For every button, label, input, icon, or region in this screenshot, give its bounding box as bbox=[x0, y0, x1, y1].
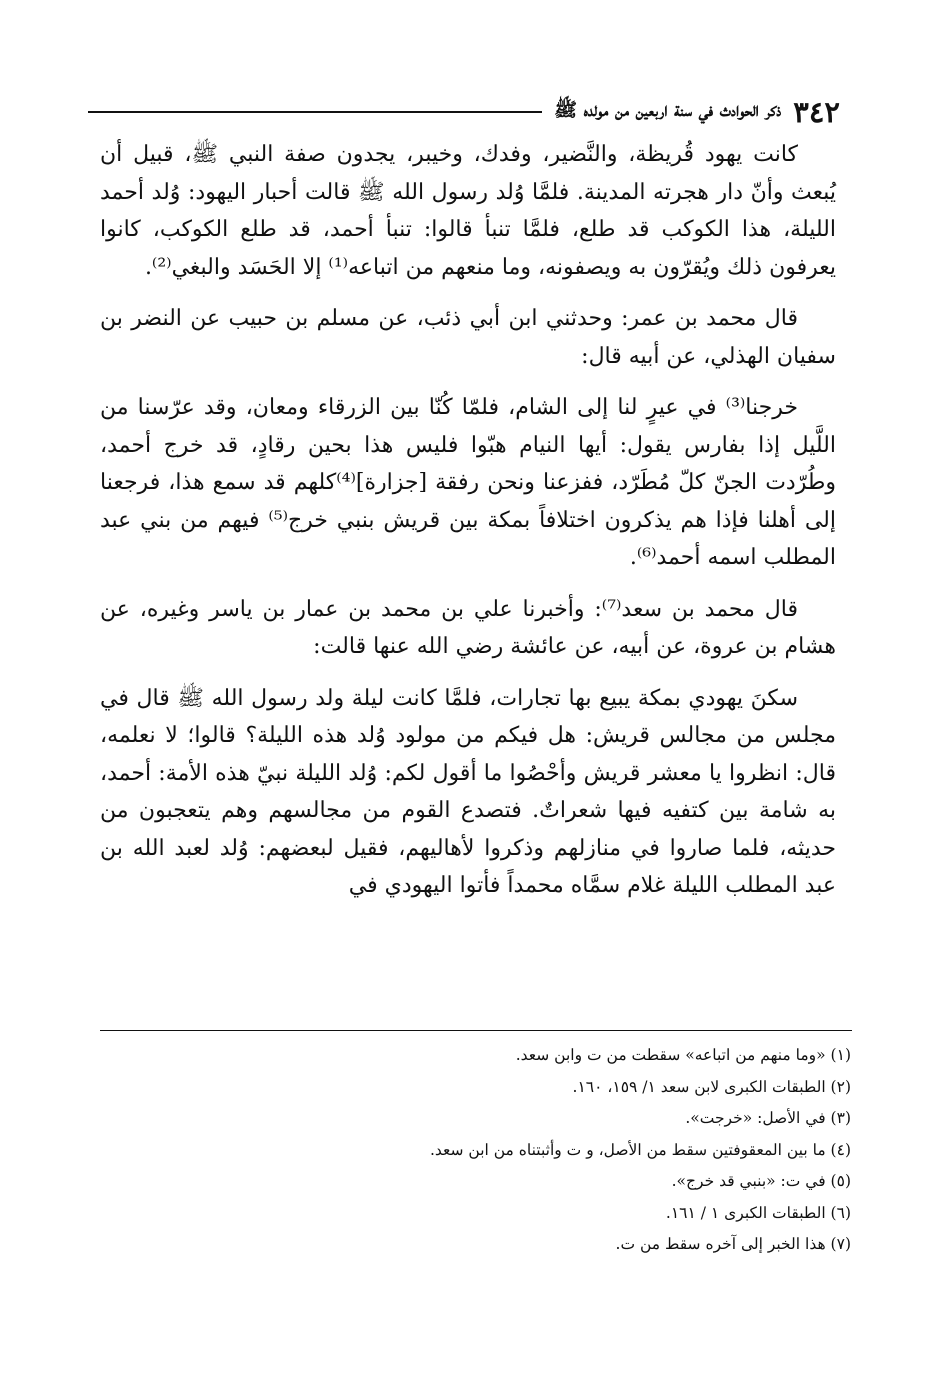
page-header bbox=[88, 92, 840, 132]
paragraph-yahud: كانت يهود قُريظة، والنَّضير، وفدك، وخيبر، يجدون صفة النبي ﷺ، قبيل أن يُبعث وأنّ دار هجرته المدينة. فلمَّا وُلد رسول الله ﷺ قالت أحبار اليهود: وُلد أحمد الليلة، هذا الكوكب قد طلع، فلمَّا تنبأ قالوا: تنبأ أحمد، قد طلع الكوكب، كانوا يعرفون ذلك ويُقرّون به ويصفونه، وما منعهم من اتباعه⁽¹⁾ إلا الحَسَد والبغي⁽²⁾. bbox=[100, 142, 836, 280]
main-text bbox=[100, 136, 836, 905]
footnote-7: (٧) هذا الخبر إلى آخره سقط من ت. bbox=[615, 1235, 851, 1253]
footnote-5: (٥) في ت: «بنبي قد خرج». bbox=[671, 1172, 851, 1190]
footnote-6: (٦) الطبقات الكبرى ١ / ١٦١. bbox=[665, 1203, 851, 1222]
footnote-3: (٣) في الأصل: «خرجت». bbox=[685, 1109, 851, 1127]
paragraph-yahudi-makka: سكنَ يهودي بمكة يبيع بها تجارات، فلمَّا كانت ليلة ولد رسول الله ﷺ قال في مجلس من مجالس قريش: هل فيكم من مولود وُلد هذه الليلة؟ قالوا؛ لا نعلمه، قال: انظروا يا معشر قريش وأحْصُوا ما أقول لكم: وُلد الليلة نبيّ هذه الأمة: أحمد، به شامة بين كتفيه فيها شعراتٌ. فتصدع القوم من مجالسهم وهم يتعجبون من حديثه، فلما صاروا في منازلهم وذكروا لأهاليهم، فقيل لبعضهم: وُلد لعبد الله بن عبد المطلب الليلة غلام سمَّاه محمداً فأتوا اليهودي في bbox=[100, 685, 836, 898]
paragraph-isnad-ibn-umar: قال محمد بن عمر: وحدثني ابن أبي ذئب، عن مسلم بن حبيب عن النضر بن سفيان الهذلي، عن أبيه قال: bbox=[100, 306, 836, 369]
paragraph-isnad-ibn-saad: قال محمد بن سعد⁽⁷⁾: وأخبرنا علي بن محمد بن عمار بن ياسر وغيره، عن هشام بن عروة، عن أبيه، عن عائشة رضي الله عنها قالت: bbox=[100, 596, 836, 659]
footnotes bbox=[91, 1040, 851, 1261]
page-number: ٣٤٢ bbox=[793, 95, 840, 129]
footnote-2: (٢) الطبقات الكبرى لابن سعد ١/ ١٥٩، ١٦٠. bbox=[572, 1077, 851, 1096]
header-rule bbox=[88, 111, 542, 113]
paragraph-kharajna: خرجنا⁽³⁾ في عيرٍ لنا إلى الشام، فلمّا كُنّا بين الزرقاء ومعان، وقد عرّسنا من اللَّيل إذا بفارس يقول: أيها النيام هبّوا فليس هذا بحين رقادٍ، قد خرج أحمد، وطُرّدت الجنّ كلّ مُطَرّد، ففزعنا ونحن رفقة [جزارة]⁽⁴⁾كلهم قد سمع هذا، فرجعنا إلى أهلنا فإذا هم يذكرون اختلافاً بمكة بين قريش بنبي خرج⁽⁵⁾ فيهم من بني عبد المطلب اسمه أحمد⁽⁶⁾. bbox=[100, 395, 836, 570]
running-title: ذكر الحوادث في سنة اربعين من مولده ﷺ bbox=[554, 99, 782, 121]
footnote-4: (٤) ما بين المعقوفتين سقط من الأصل، و ت وأثبتناه من ابن سعد. bbox=[429, 1140, 851, 1159]
footnote-rule bbox=[100, 1030, 852, 1031]
footnote-1: (١) «وما منهم من اتباعه» سقطت من ت وابن سعد. bbox=[515, 1046, 851, 1064]
